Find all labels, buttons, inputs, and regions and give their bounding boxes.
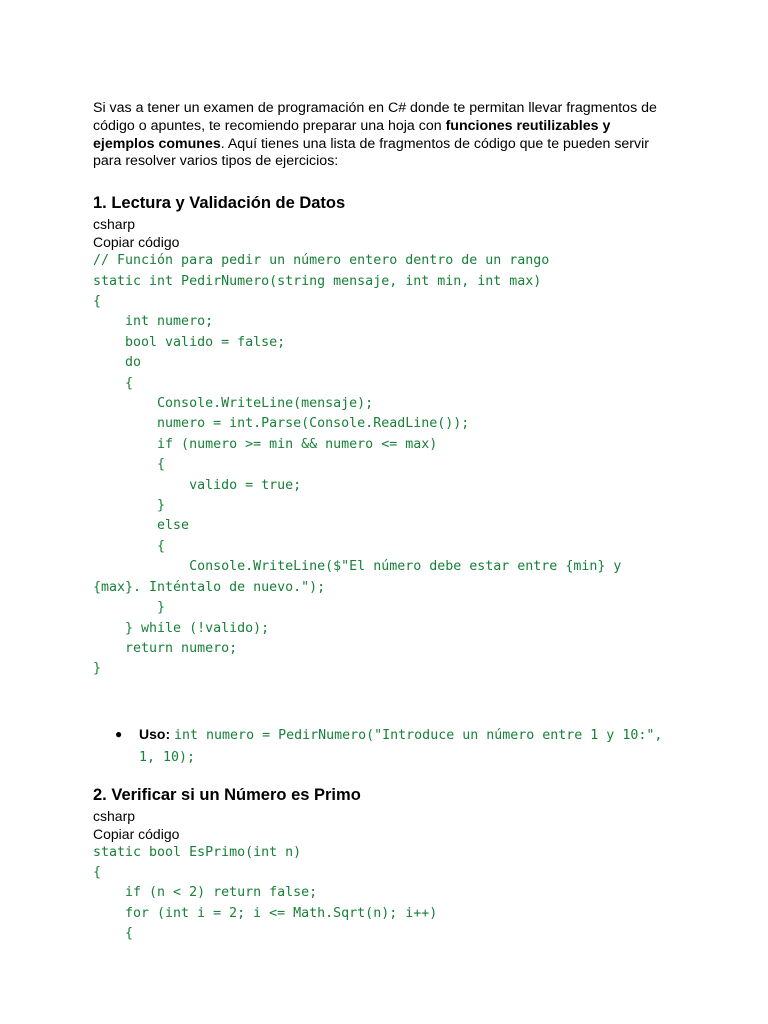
- section-1-usage-item: [93, 724, 669, 769]
- section-2-heading: 2. Verificar si un Número es Primo: [93, 785, 361, 804]
- document-page: [93, 100, 673, 945]
- section-2-code-block: static bool EsPrimo(int n) { if (n < 2) return false; for (int i = 2; i <= Math.Sqrt(n); i++) {: [93, 844, 438, 942]
- section-1-language-label: csharp: [93, 216, 136, 233]
- intro-text-start: Si vas a tener un examen de programación en C# donde te permitan llevar fragmentos de código o apuntes, te recomiendo preparar una hoja con: [93, 100, 657, 134]
- section-2-copy-code-button[interactable]: Copiar código: [93, 825, 180, 842]
- usage-code: int numero = PedirNumero("Introduce un número entre 1 y 10:", 1, 10);: [139, 727, 671, 766]
- intro-bold-text: funciones reutilizables y ejemplos comunes: [93, 117, 611, 152]
- bullet-icon: ●: [115, 726, 123, 741]
- section-1-heading: 1. Lectura y Validación de Datos: [93, 194, 346, 213]
- intro-text-end: . Aquí tienes una lista de fragmentos de código que te pueden servir para resolver varios tipos de ejercicios:: [93, 135, 650, 170]
- section-1-copy-code-button[interactable]: Copiar código: [93, 234, 180, 251]
- section-2-language-label: csharp: [93, 807, 136, 824]
- usage-label: Uso:: [139, 725, 171, 742]
- section-1-code-block: // Función para pedir un número entero dentro de un rango static int PedirNumero(string mensaje, int min, int max) { int numero; bool valido = false; do { Console.WriteLine(mensaje); numero = int.Parse(Console.ReadLine()); if (numero >= min && numero <= max) { valido = true; } else { Console.WriteLine($"El número debe estar entre {min} y {max}. Inténtalo de nuevo."); } } while (!valido); return numero; }: [93, 253, 622, 677]
- intro-paragraph: [93, 100, 663, 171]
